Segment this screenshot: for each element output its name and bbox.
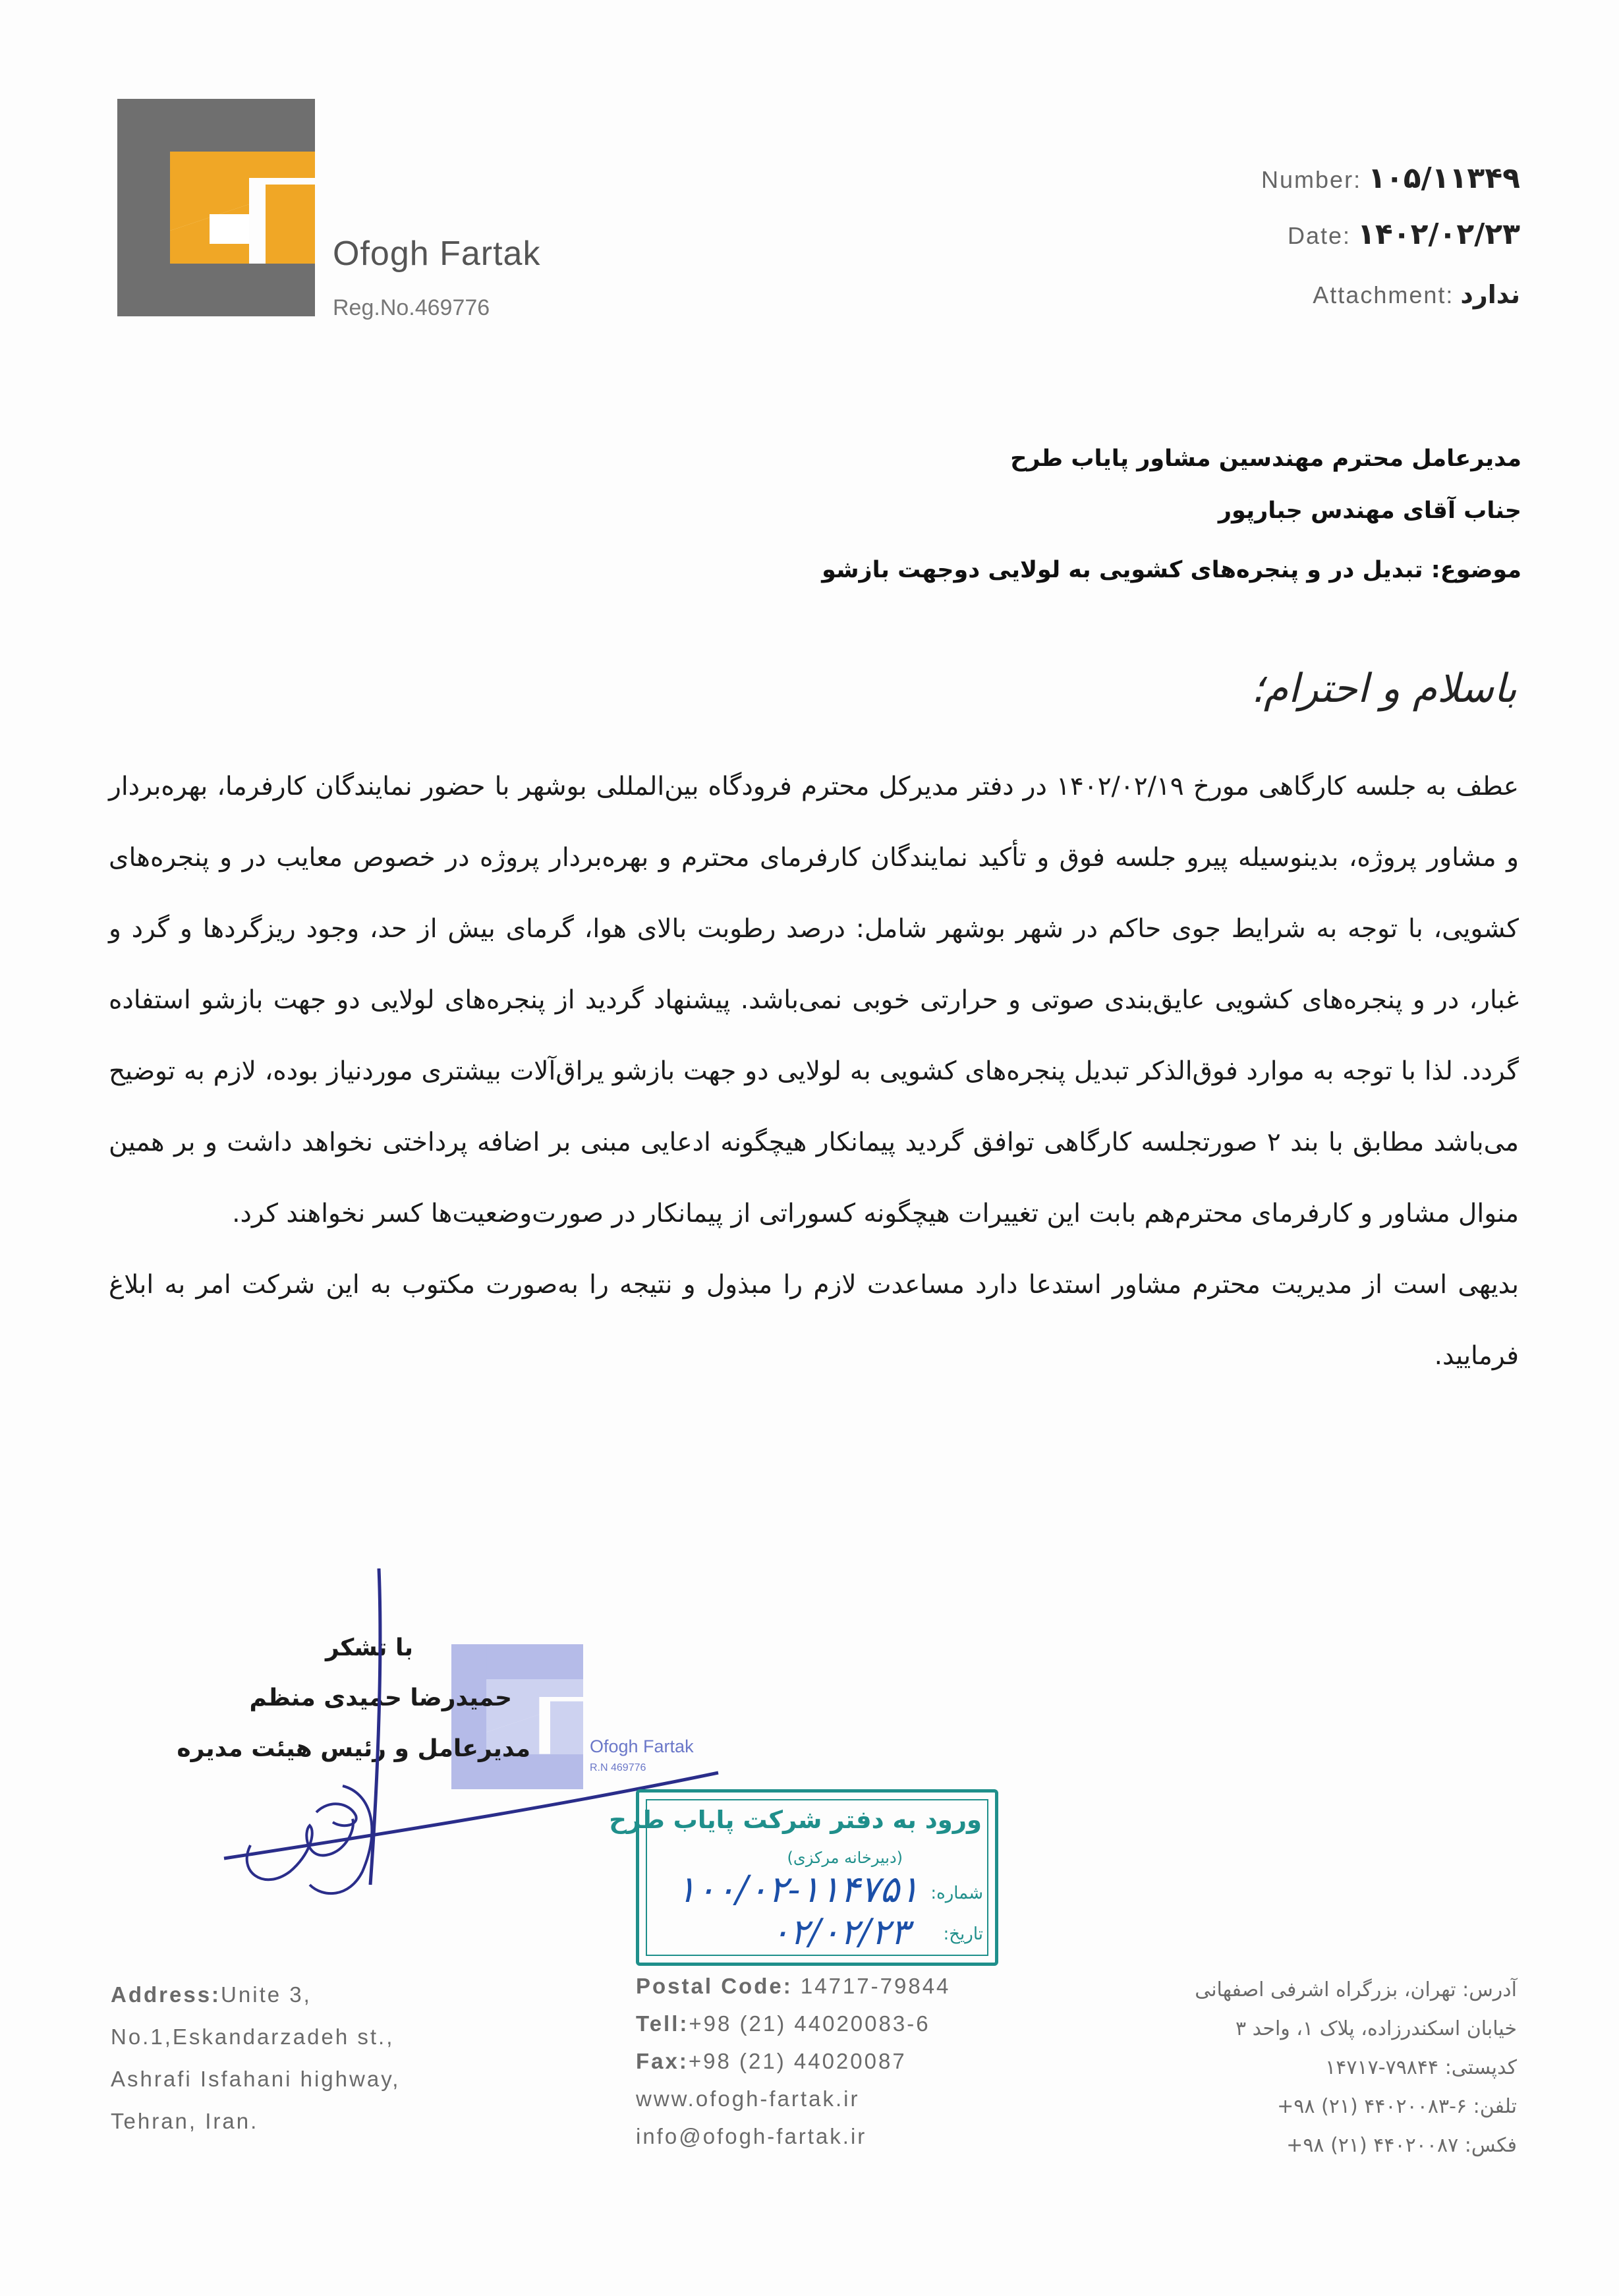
footer-address-fa [1195, 1970, 1517, 2165]
number-label: Number: [1261, 166, 1362, 193]
fax-value: +98 (21) 44020087 [688, 2049, 907, 2073]
signature-closing: با تشکر [325, 1634, 413, 1661]
address-line: Unite 3, [221, 1982, 312, 2007]
letter-subject: موضوع: تبدیل در و پنجره‌های کشویی به لولایی دوجهت بازشو [822, 557, 1521, 583]
body-paragraph: بدیهی است از مدیریت محترم مشاور استدعا دارد مساعدت لازم را مبذول و نتیجه را به‌صورت مکتوب به این شرکت امر به ابلاغ فرمایید. [109, 1270, 1519, 1371]
company-name: Ofogh Fartak [333, 235, 541, 273]
address-line: No.1,Eskandarzadeh st., [111, 2024, 395, 2049]
address-line: Ashrafi Isfahani highway, [111, 2067, 401, 2091]
footer-address-en [111, 1974, 400, 2142]
attachment-value: ندارد [1460, 280, 1520, 309]
received-stamp [609, 1789, 998, 1966]
tel-label: Tell: [636, 2011, 689, 2036]
website-link[interactable]: www.ofogh-fartak.ir [636, 2086, 860, 2111]
letter-attachment-row [1313, 280, 1520, 309]
letter-number-row [1261, 161, 1520, 195]
signature-logo-name: Ofogh Fartak [590, 1736, 694, 1756]
company-logo [117, 99, 315, 316]
stamp-title: ورود به دفتر شرکت پایاب طرح [609, 1806, 982, 1834]
number-value: ۱۰۵/۱۱۳۴۹ [1368, 161, 1520, 195]
body-paragraph: عطف به جلسه کارگاهی مورخ ۱۴۰۲/۰۲/۱۹ در دفتر مدیرکل محترم فرودگاه بین‌المللی بوشهر با حضور نمایندگان کارفرما، بهره‌بردار و مشاور پروژه، بدینوسیله پیرو جلسه فوق و تأکید نمایندگان کارفرمای محترم و بهره‌بردار پروژه در خصوص معایب در و پنجره‌های کشویی، با توجه به شرایط جوی حاکم در شهر بوشهر شامل: درصد رطوبت بالای هوا، گرمای بیش از حد، وجود ریزگردها و گرد و غبار، در و پنجره‌های کشویی عایق‌بندی صوتی و حرارتی خوبی نمی‌باشد. پیشنهاد گردید از پنجره‌های لولایی دو جهت بازشو استفاده گردد. لذا با توجه به موارد فوق‌الذکر تبدیل پنجره‌های کشویی به لولایی دو جهت بازشو یراق‌آلات بیشتری موردنیاز بوده، لازم به توضیح می‌باشد مطابق با بند ۲ صورتجلسه کارگاهی توافق گردید پیمانکار هیچگونه ادعایی مبنی بر اضافه پرداختی نخواهد داشت و بر همین منوال مشاور و کارفرمای محترم‌هم بابت این تغییرات هیچگونه کسوراتی از پیمانکار در صورت‌وضعیت‌ها کسر نخواهند کرد. [109, 772, 1520, 1228]
attachment-label: Attachment: [1313, 281, 1454, 308]
address-line: Tehran, Iran. [111, 2109, 259, 2133]
letter-date-row [1288, 217, 1520, 251]
date-value: ۱۴۰۲/۰۲/۲۳ [1357, 217, 1520, 251]
address-label: Address: [111, 1982, 221, 2007]
signer-title: مدیرعامل و رئیس هیئت مدیره [177, 1735, 530, 1762]
stamp-subtitle: (دبیرخانه مرکزی) [787, 1849, 903, 1867]
address-fa-line: آدرس: تهران، بزرگراه اشرفی اصفهانی [1195, 1978, 1517, 2001]
fax-label: Fax: [636, 2049, 689, 2073]
recipient-person: جناب آقای مهندس جبارپور [1218, 498, 1521, 524]
email-link[interactable]: info@ofogh-fartak.ir [636, 2124, 867, 2148]
letter-body [109, 751, 1519, 1392]
signer-name: حمیدرضا حمیدی منظم [249, 1684, 512, 1711]
signature-logo-reg: R.N 469776 [590, 1762, 646, 1773]
stamp-date-value: ۰۲/۰۲/۲۳ [770, 1911, 909, 1953]
recipient-line: مدیرعامل محترم مهندسین مشاور پایاب طرح [1010, 445, 1521, 472]
address-fa-line: فکس: ۴۴۰۲۰۰۸۷ (۲۱) ۹۸+ [1286, 2134, 1517, 2157]
stamp-number-label: شماره: [930, 1883, 983, 1903]
stamp-date-label: تاریخ: [943, 1924, 983, 1944]
postal-value: 14717-79844 [800, 1974, 951, 1998]
tel-value: +98 (21) 44020083-6 [689, 2011, 930, 2036]
address-fa-line: خیابان اسکندرزاده، پلاک ۱، واحد ۳ [1235, 2017, 1517, 2040]
company-reg-no: Reg.No.469776 [333, 295, 490, 320]
address-fa-line: کدپستی: ۷۹۸۴۴-۱۴۷۱۷ [1325, 2056, 1517, 2079]
date-label: Date: [1287, 222, 1351, 249]
salutation: باسلام و احترام؛ [1251, 666, 1517, 712]
footer-contact [636, 1967, 950, 2155]
address-fa-line: تلفن: ۶-۴۴۰۲۰۰۸۳ (۲۱) ۹۸+ [1277, 2095, 1517, 2118]
stamp-number-value: ۱۰۰/۰۲-۱۱۴۷۵۱ [676, 1868, 919, 1911]
postal-label: Postal Code: [636, 1974, 793, 1998]
